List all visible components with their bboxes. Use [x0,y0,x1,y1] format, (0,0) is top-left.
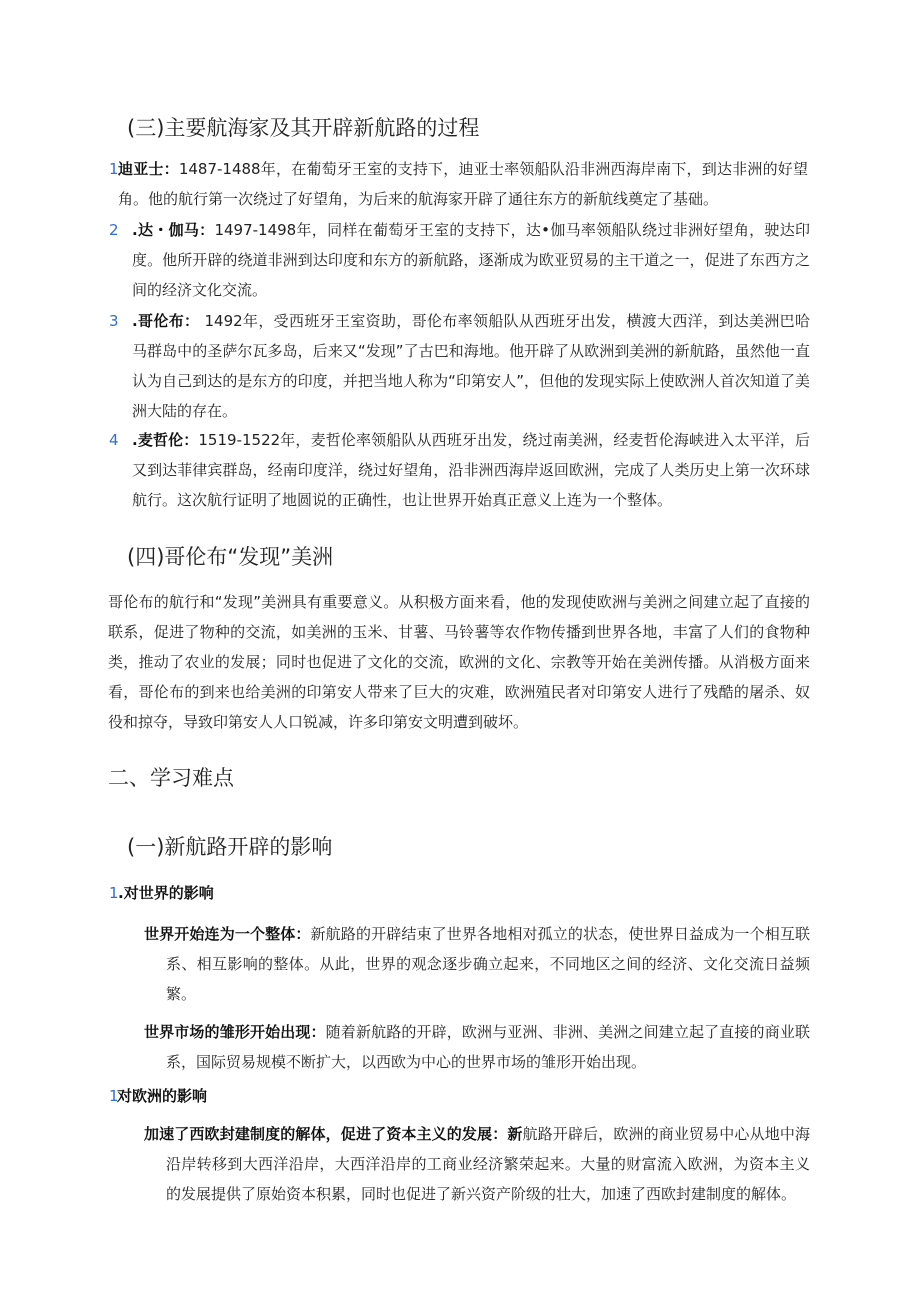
entry-world-market [144,1017,810,1077]
list-item-text: 1497-1498年，同样在葡萄牙王室的支持下，达•伽马率领船队绕过非洲好望角，驶达印度。他所开辟的绕道非洲到达印度和东方的新航路，逐渐成为欧亚贸易的主干道之一，促进了东西方之间的经济文化交流。 [132,221,810,299]
list-item-gama [132,215,810,305]
subheading-europe-impact: 对欧洲的影响 [117,1087,208,1105]
entry-feudal-decline [144,1119,810,1209]
paragraph-columbus-significance: 哥伦布的航行和“发现”美洲具有重要意义。从积极方面来看，他的发现使欧洲与美洲之间建立起了直接的联系，促进了物种的交流，如美洲的玉米、甘薯、马铃薯等农作物传播到世界各地，丰富了人们的食物种类，推动了农业的发展；同时也促进了文化的交流，欧洲的文化、宗教等开始在美洲传播。从消极方面来看，哥伦布的到来也给美洲的印第安人带来了巨大的灾难，欧洲殖民者对印第安人进行了残酷的屠杀、奴役和掠夺，导致印第安人人口锐减，许多印第安文明遭到破坏。 [108,593,810,731]
list-item-columbus [132,306,810,426]
entry-world-whole [144,919,810,1009]
list-number: 1 [109,160,119,178]
list-number: 2 [109,221,119,239]
list-item-magellan [132,425,810,515]
list-item-title: .哥伦布： [132,312,200,330]
list-item-text: 1519-1522年，麦哲伦率领船队从西班牙出发，绕过南美洲，经麦哲伦海峡进入太平洋，后又到达菲律宾群岛，经南印度洋，绕过好望角，沿非洲西海岸返回欧洲，完成了人类历史上第一次环球航行。这次航行证明了地圆说的正确性，也让世界开始真正意义上连为一个整体。 [132,431,810,509]
entry-title: 世界市场的雏形开始出现： [144,1023,326,1041]
list-number: 3 [109,312,119,330]
list-number: 1 [109,884,119,902]
list-item-title: .麦哲伦： [132,431,199,449]
list-item-text: 1492年，受西班牙王室资助，哥伦布率领船队从西班牙出发，横渡大西洋，到达美洲巴哈马群岛中的圣萨尔瓦多岛，后来又“发现”了古巴和海地。他开辟了从欧洲到美洲的新航路，虽然他一直认为自己到达的是东方的印度，并把当地人称为“印第安人”，但他的发现实际上使欧洲人首次知道了美洲大陆的存在。 [132,312,810,420]
list-item-title: .达・伽马： [132,221,215,239]
entry-title: 加速了西欧封建制度的解体，促进了资本主义的发展：新 [144,1125,523,1143]
entry-text: 航路开辟后，欧洲的商业贸易中心从地中海沿岸转移到大西洋沿岸，大西洋沿岸的工商业经济繁荣起来。大量的财富流入欧洲，为资本主义的发展提供了原始资本积累，同时也促进了新兴资产阶级的壮大，加速了西欧封建制度的解体。 [166,1125,810,1203]
section-heading-impact: (一)新航路开辟的影响 [127,835,333,859]
list-item-title: 迪亚士： [118,160,179,178]
section-heading-columbus: (四)哥伦布“发现”美洲 [127,545,334,569]
entry-text: 随着新航路的开辟，欧洲与亚洲、非洲、美洲之间建立起了直接的商业联系，国际贸易规模不断扩大，以西欧为中心的世界市场的雏形开始出现。 [166,1023,810,1071]
list-item-dias [118,154,808,214]
list-number: 4 [109,431,119,449]
section-heading-navigators: (三)主要航海家及其开辟新航路的过程 [127,116,480,140]
subheading-world-impact: .对世界的影响 [118,884,214,902]
entry-title: 世界开始连为一个整体： [144,925,311,943]
list-number: 1 [109,1087,119,1105]
list-item-text: 1487-1488年，在葡萄牙王室的支持下，迪亚士率领船队沿非洲西海岸南下，到达非洲的好望角。他的航行第一次绕过了好望角，为后来的航海家开辟了通往东方的新航线奠定了基础。 [118,160,808,208]
entry-text: 新航路的开辟结束了世界各地相对孤立的状态，使世界日益成为一个相互联系、相互影响的整体。从此，世界的观念逐步确立起来，不同地区之间的经济、文化交流日益频繁。 [166,925,810,1003]
page-section-heading: 二、学习难点 [108,766,234,790]
